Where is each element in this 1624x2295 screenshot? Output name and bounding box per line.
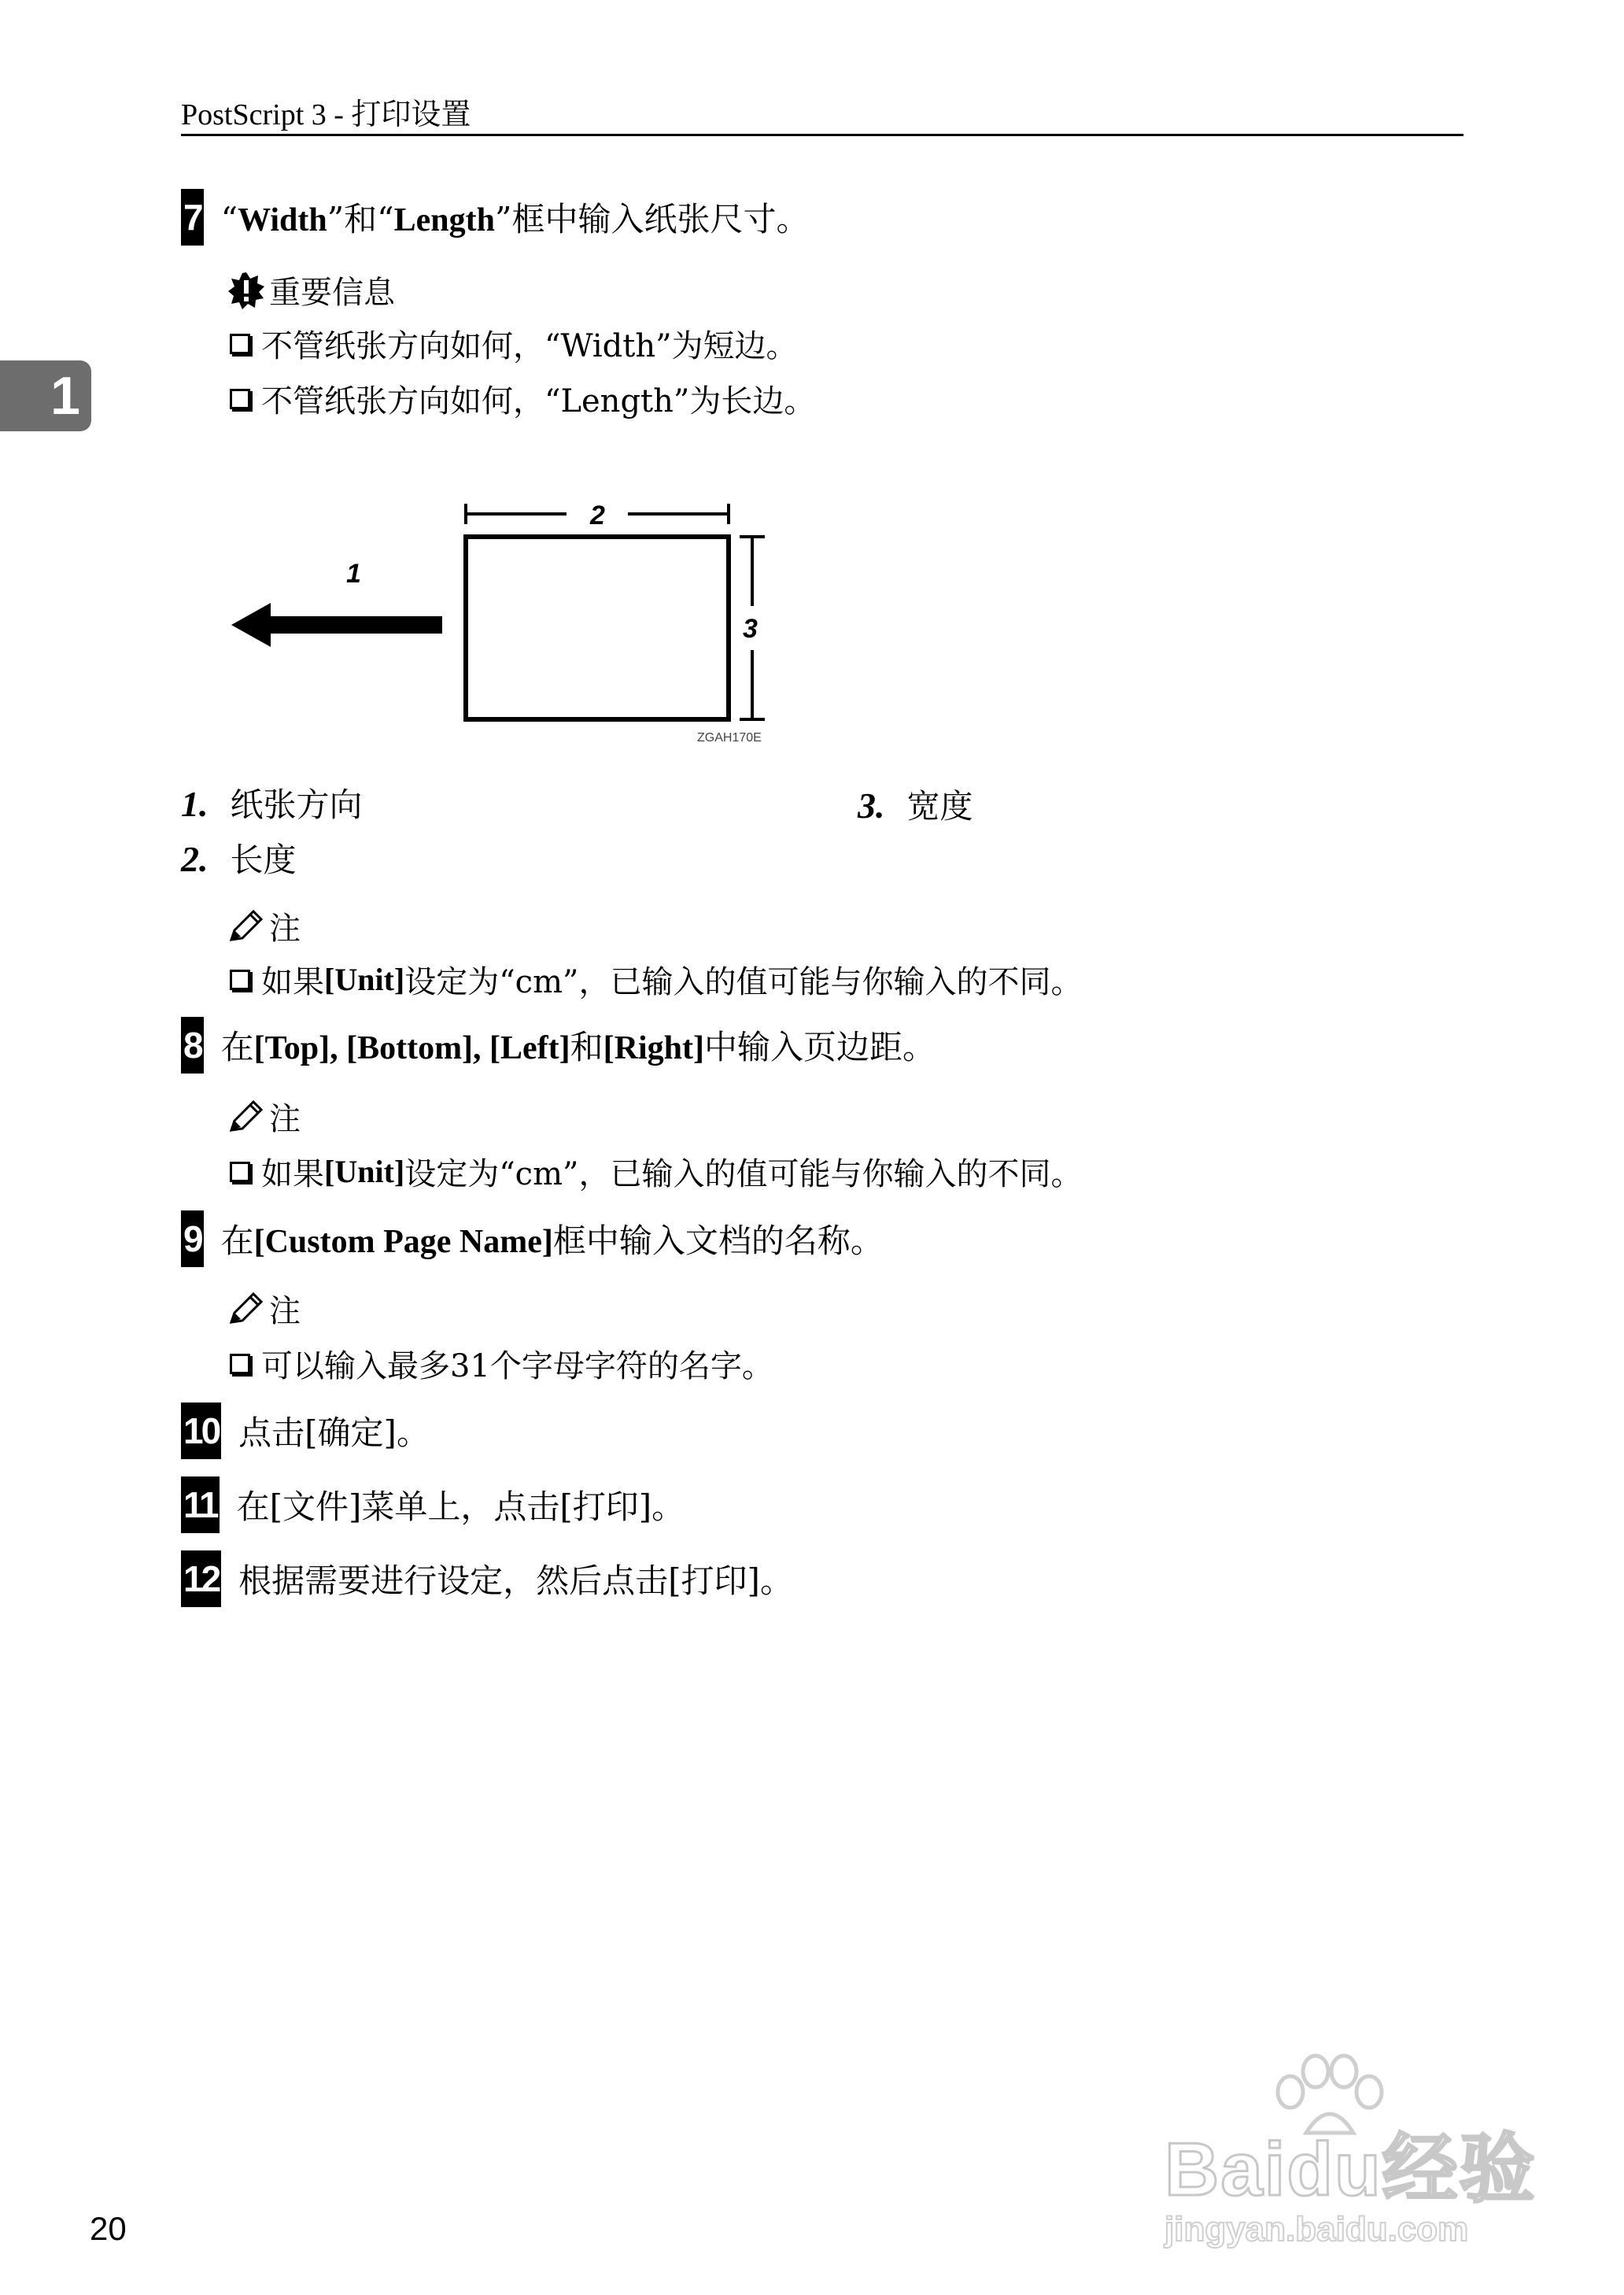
note-item: 如果 [Unit] 设定为“cm”，已输入的值可能与你输入的不同。: [230, 1149, 1082, 1194]
legend-item: 2. 长度: [181, 839, 297, 879]
pencil-note-icon: [227, 1291, 266, 1327]
figure-code: ZGAH170E: [697, 731, 762, 745]
step-text: 点击[确定]。: [238, 1414, 430, 1452]
step-text: “Width”和“Length”框中输入纸张尺寸。: [220, 200, 810, 238]
checkbox-bullet-icon: [230, 1354, 250, 1374]
legend-item: 3. 宽度: [858, 785, 973, 826]
note-item: 如果 [Unit] 设定为“cm”，已输入的值可能与你输入的不同。: [230, 957, 1082, 1002]
step-number: 8: [181, 1017, 204, 1074]
baidu-watermark: [1157, 2078, 1550, 2259]
step-9: [181, 1210, 884, 1267]
step-8: [181, 1017, 936, 1074]
page-header: PostScript 3 - 打印设置: [181, 98, 471, 131]
important-item: 不管纸张方向如何，“Length”为长边。: [230, 376, 815, 421]
important-item: 不管纸张方向如何，“Width”为短边。: [230, 321, 798, 366]
checkbox-bullet-icon: [230, 1162, 250, 1182]
step-7: [181, 189, 810, 246]
checkbox-bullet-icon: [230, 334, 250, 354]
watermark-url: jingyan.baidu.com: [1164, 2210, 1469, 2249]
important-heading: 重要信息: [227, 268, 395, 312]
figure-label-2: 2: [590, 501, 605, 530]
step-10: [181, 1402, 430, 1459]
pencil-note-icon: [227, 908, 266, 944]
pencil-note-icon: [227, 1099, 266, 1135]
page-number: 20: [90, 2210, 127, 2247]
feed-direction-arrow: [231, 603, 442, 647]
note-heading: 注: [227, 904, 301, 948]
step-number: 12: [181, 1550, 221, 1607]
step-text: 在[Custom Page Name]框中输入文档的名称。: [220, 1221, 884, 1260]
step-text: 在[文件]菜单上，点击[打印]。: [236, 1488, 685, 1526]
note-heading: 注: [227, 1094, 301, 1139]
step-number: 9: [181, 1210, 204, 1267]
watermark-logo: Baidu经验: [1164, 2127, 1537, 2212]
chapter-tab: 1: [0, 360, 91, 431]
figure-label-1: 1: [346, 559, 361, 589]
step-text: 在[Top], [Bottom], [Left]和[Right]中输入页边距。: [220, 1028, 936, 1066]
checkbox-bullet-icon: [230, 389, 250, 409]
paper-orientation-figure: [220, 488, 803, 756]
step-text: 根据需要进行设定，然后点击[打印]。: [238, 1561, 793, 1600]
step-number: 7: [181, 189, 204, 246]
step-number: 10: [181, 1402, 221, 1459]
note-item: 可以输入最多31个字母字符的名字。: [230, 1341, 773, 1386]
checkbox-bullet-icon: [230, 970, 250, 990]
note-heading: 注: [227, 1286, 301, 1331]
figure-label-3: 3: [743, 614, 758, 644]
step-11: [181, 1476, 685, 1533]
legend-item: 1. 纸张方向: [181, 784, 363, 824]
important-icon: [227, 271, 266, 310]
step-number: 11: [181, 1476, 220, 1533]
paper-rectangle: [466, 537, 729, 719]
step-12: [181, 1550, 793, 1607]
header-rule: [181, 134, 1463, 136]
